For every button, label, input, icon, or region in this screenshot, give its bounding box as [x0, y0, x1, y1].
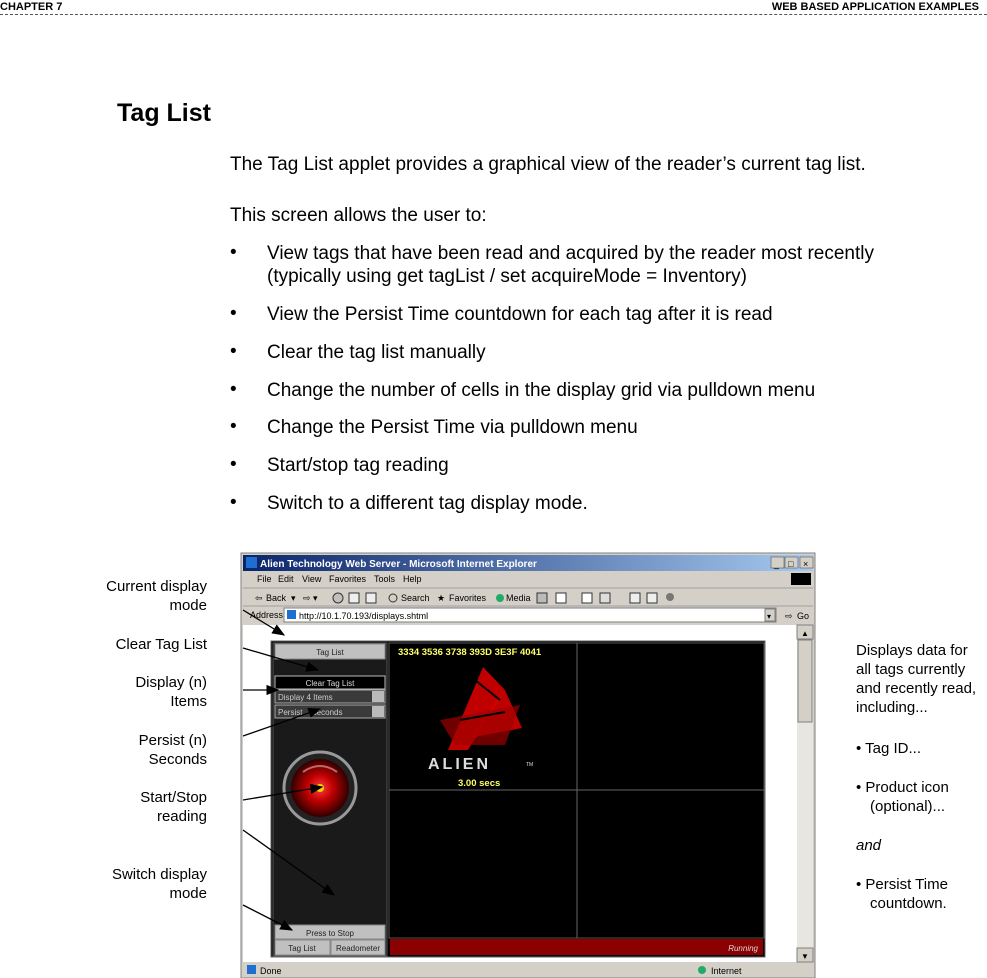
applet-status-bar	[390, 939, 763, 955]
callout-switch-display: Switch display mode	[111, 866, 207, 902]
trademark-text: TM	[526, 762, 534, 768]
svg-text:_: _	[774, 559, 780, 569]
back-icon: ⇦	[255, 593, 263, 603]
ie-icon	[246, 557, 257, 568]
refresh-icon[interactable]	[349, 593, 359, 603]
menu-edit[interactable]: Edit	[278, 574, 294, 584]
stop-icon[interactable]	[333, 593, 343, 603]
mail-icon[interactable]	[556, 593, 566, 603]
svg-text:Clear Tag List: Clear Tag List	[305, 679, 355, 688]
address-url: http://10.1.70.193/displays.shtml	[299, 611, 429, 621]
callout-display-items: Display (n) Items	[135, 674, 207, 710]
page-icon	[287, 610, 296, 619]
bullet-dot: •	[230, 242, 237, 263]
svg-text:Tag List: Tag List	[316, 648, 344, 657]
favorites-icon: ★	[437, 593, 446, 603]
svg-text:▼: ▼	[801, 952, 809, 961]
allows-paragraph: This screen allows the user to:	[230, 205, 487, 226]
callout-and: and	[856, 837, 882, 854]
callout-clear-tag-list: Clear Tag List	[115, 636, 207, 653]
callout-product-icon: • Product icon (optional)...	[856, 779, 949, 815]
window-title: Alien Technology Web Server - Microsoft Internet Explorer	[260, 559, 537, 570]
page-title: Tag List	[117, 99, 211, 127]
running-status: Running	[728, 944, 758, 953]
menu-file[interactable]: File	[257, 574, 272, 584]
address-label: Address	[250, 610, 284, 620]
home-icon[interactable]	[366, 593, 376, 603]
svg-text:Persist Seconds: Persist Seconds	[278, 708, 343, 717]
chevron-down-icon	[372, 706, 384, 717]
media-button[interactable]: Media	[506, 593, 531, 603]
bullet-text: Start/stop tag reading	[267, 455, 449, 476]
research-icon[interactable]	[647, 593, 657, 603]
svg-text:Tag List: Tag List	[288, 944, 316, 953]
windows-logo	[791, 573, 811, 585]
page-icon	[247, 965, 256, 974]
section-label: WEB BASED APPLICATION EXAMPLES	[771, 1, 979, 13]
callout-current-display: Current display mode	[106, 578, 207, 614]
status-done: Done	[260, 966, 282, 976]
menu-tools[interactable]: Tools	[374, 574, 396, 584]
go-button[interactable]: Go	[797, 611, 810, 621]
intro-paragraph: The Tag List applet provides a graphical view of the reader’s current tag list.	[230, 154, 866, 175]
bullet-text: Clear the tag list manually	[267, 342, 486, 363]
menu-help[interactable]: Help	[403, 574, 422, 584]
callout-tag-id: • Tag ID...	[856, 740, 922, 757]
scroll-thumb[interactable]	[798, 640, 812, 722]
print-icon[interactable]	[582, 593, 592, 603]
svg-text:Readometer: Readometer	[335, 944, 381, 953]
messenger-icon[interactable]	[666, 593, 674, 601]
bullet-text-cont: (typically using get tagList / set acquireMode = Inventory)	[267, 266, 747, 287]
back-button[interactable]: Back	[266, 593, 287, 603]
favorites-button[interactable]: Favorites	[449, 593, 487, 603]
svg-text:Display 4 Items: Display 4 Items	[278, 693, 333, 702]
status-zone: Internet	[711, 966, 742, 976]
callout-persist-time: • Persist Time countdown.	[856, 876, 948, 912]
history-icon[interactable]	[537, 593, 547, 603]
svg-text:▾: ▾	[291, 593, 296, 603]
menu-view[interactable]: View	[302, 574, 322, 584]
svg-text:▲: ▲	[801, 629, 809, 638]
chevron-down-icon	[372, 691, 384, 702]
forward-icon[interactable]: ⇨ ▾	[303, 593, 318, 603]
edit-icon[interactable]	[600, 593, 610, 603]
bullet-text: View tags that have been read and acquired by the reader most recently	[267, 243, 874, 264]
go-icon: ⇨	[785, 611, 793, 621]
svg-text:□: □	[788, 559, 794, 569]
menu-favorites[interactable]: Favorites	[329, 574, 367, 584]
svg-text:Press to Stop: Press to Stop	[305, 929, 355, 938]
bullet-text: Change the number of cells in the display grid via pulldown menu	[267, 380, 816, 401]
search-button[interactable]: Search	[401, 593, 430, 603]
callout-start-stop: Start/Stop reading	[140, 789, 207, 825]
callout-displays-data: Displays data for all tags currently and recently read, including...	[856, 642, 977, 716]
bullet-text: View the Persist Time countdown for each tag after it is read	[267, 304, 773, 325]
svg-text:▾: ▾	[767, 612, 772, 621]
callout-persist-seconds: Persist (n) Seconds	[138, 732, 207, 768]
discuss-icon[interactable]	[630, 593, 640, 603]
svg-text:×: ×	[803, 559, 809, 569]
chapter-label: CHAPTER 7	[0, 1, 63, 13]
alien-logo-text: ALIEN	[428, 756, 491, 773]
countdown-text: 3.00 secs	[458, 778, 501, 789]
tag-id-text: 3334 3536 3738 393D 3E3F 4041	[398, 647, 542, 658]
bullet-text: Switch to a different tag display mode.	[267, 493, 588, 514]
bullet-text: Change the Persist Time via pulldown menu	[267, 417, 638, 438]
internet-icon	[698, 966, 706, 974]
media-icon	[496, 594, 504, 602]
